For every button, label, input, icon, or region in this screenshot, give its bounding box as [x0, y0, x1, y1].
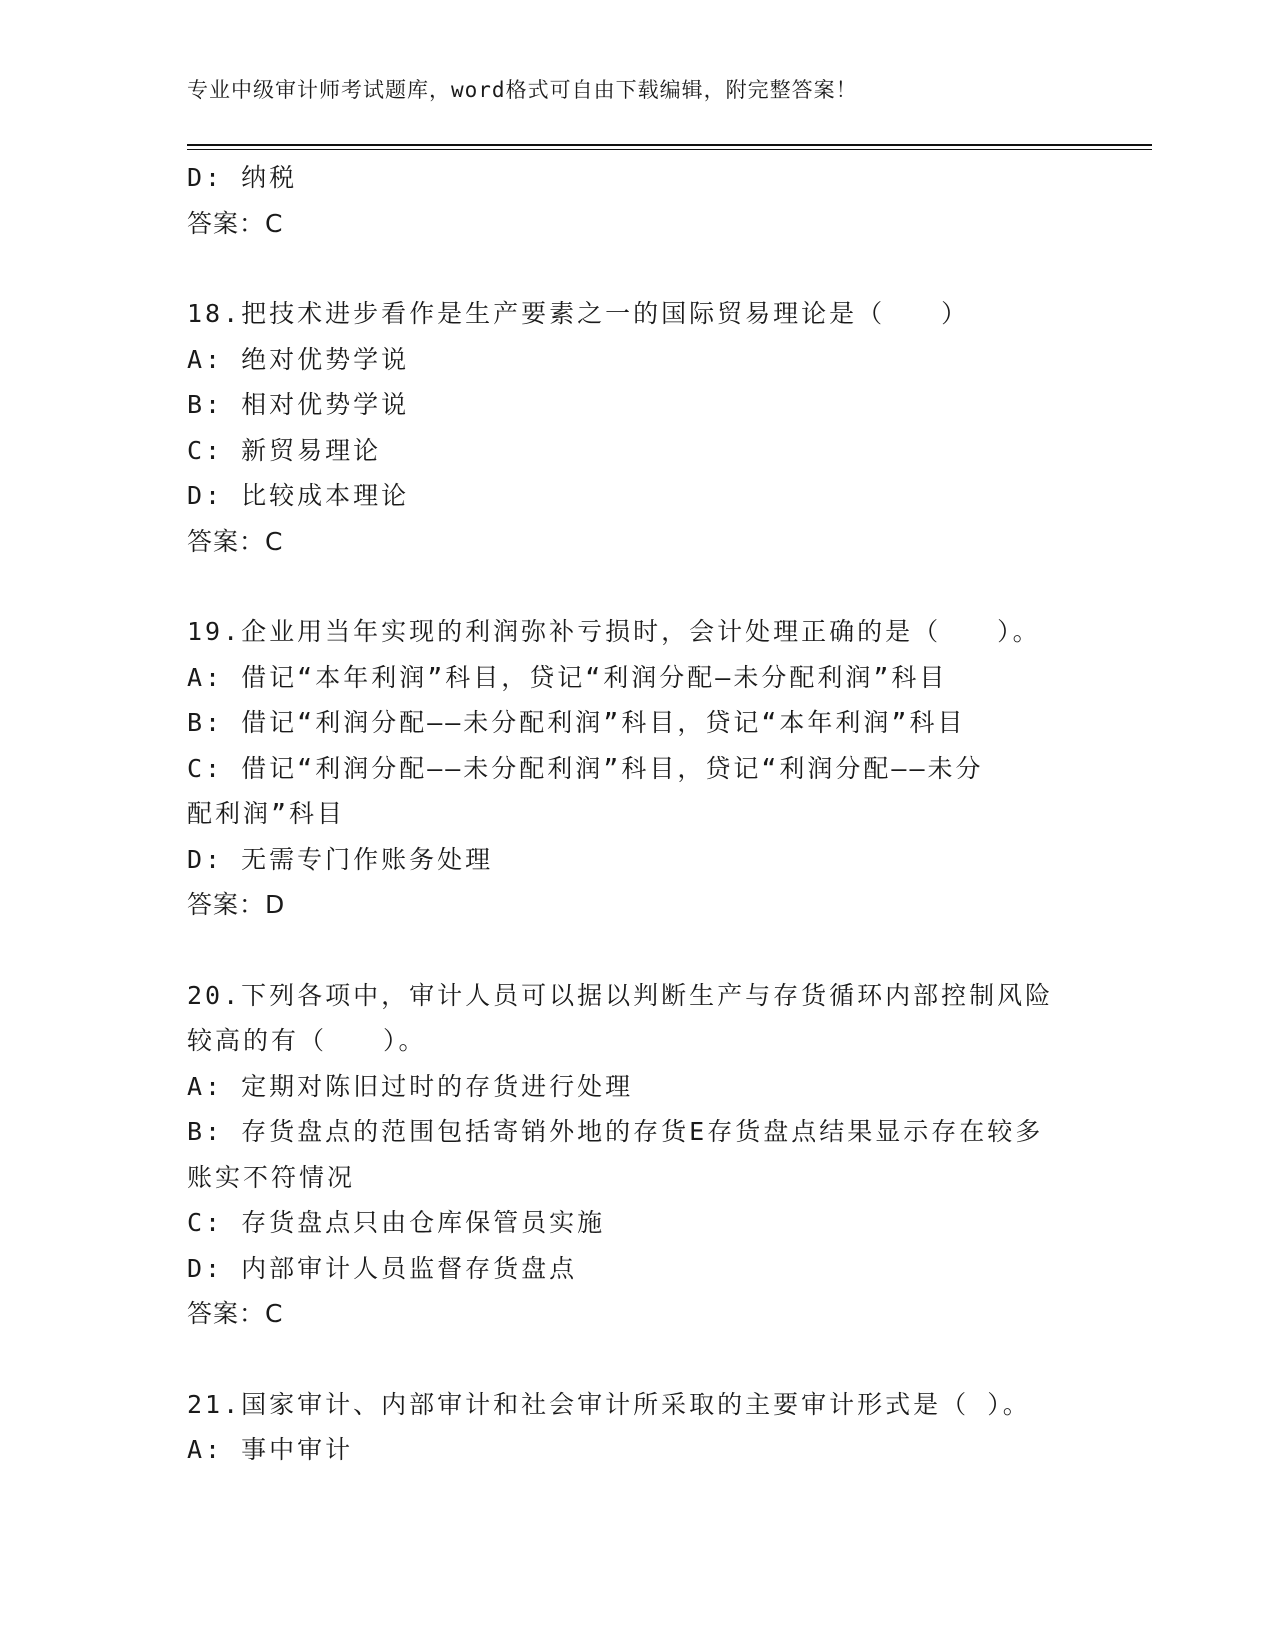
option-d: D: 比较成本理论 [187, 481, 410, 510]
option-a: A: 事中审计 [187, 1435, 354, 1464]
spacer [187, 1337, 1087, 1382]
option-b: B: 相对优势学说 [187, 390, 410, 419]
spacer [187, 246, 1087, 291]
option-d: D: 内部审计人员监督存货盘点 [187, 1253, 578, 1283]
question-stem-continued: 较高的有（ ）。 [187, 1026, 427, 1055]
option-c: C: 借记“利润分配——未分配利润”科目，贷记“利润分配——未分 [187, 753, 984, 783]
question-content [187, 155, 1087, 1473]
answer: 答案：C [187, 1299, 284, 1328]
question-stem: 19.企业用当年实现的利润弥补亏损时，会计处理正确的是（ ）。 [187, 617, 1041, 646]
spacer [187, 564, 1087, 609]
question-stem: 18.把技术进步看作是生产要素之一的国际贸易理论是（ ） [187, 299, 970, 328]
prev-option-d: D: 纳税 [187, 163, 298, 192]
option-a: A: 定期对陈旧过时的存货进行处理 [187, 1071, 634, 1101]
question-20 [187, 973, 1087, 1337]
prev-answer: 答案：C [187, 208, 284, 238]
answer: 答案：C [187, 526, 284, 556]
option-b-continued: 账实不符情况 [187, 1162, 356, 1192]
question-18 [187, 291, 1087, 564]
header-rule [187, 144, 1152, 150]
option-c-continued: 配利润”科目 [187, 799, 346, 828]
question-19 [187, 609, 1087, 928]
question-21 [187, 1382, 1087, 1473]
option-b: B: 存货盘点的范围包括寄销外地的存货E存货盘点结果显示存在较多 [187, 1117, 1044, 1146]
option-c: C: 新贸易理论 [187, 435, 382, 465]
answer: 答案：D [187, 890, 286, 919]
question-stem: 20.下列各项中，审计人员可以据以判断生产与存货循环内部控制风险 [187, 980, 1054, 1010]
page-header: 专业中级审计师考试题库，word格式可自由下载编辑，附完整答案！ [187, 78, 858, 102]
option-b: B: 借记“利润分配——未分配利润”科目，贷记“本年利润”科目 [187, 708, 966, 737]
option-c: C: 存货盘点只由仓库保管员实施 [187, 1208, 606, 1237]
spacer [187, 928, 1087, 973]
option-d: D: 无需专门作账务处理 [187, 844, 494, 874]
option-a: A: 绝对优势学说 [187, 344, 410, 374]
question-stem: 21.国家审计、内部审计和社会审计所采取的主要审计形式是（ ）。 [187, 1389, 1031, 1419]
option-a: A: 借记“本年利润”科目，贷记“利润分配—未分配利润”科目 [187, 662, 948, 692]
